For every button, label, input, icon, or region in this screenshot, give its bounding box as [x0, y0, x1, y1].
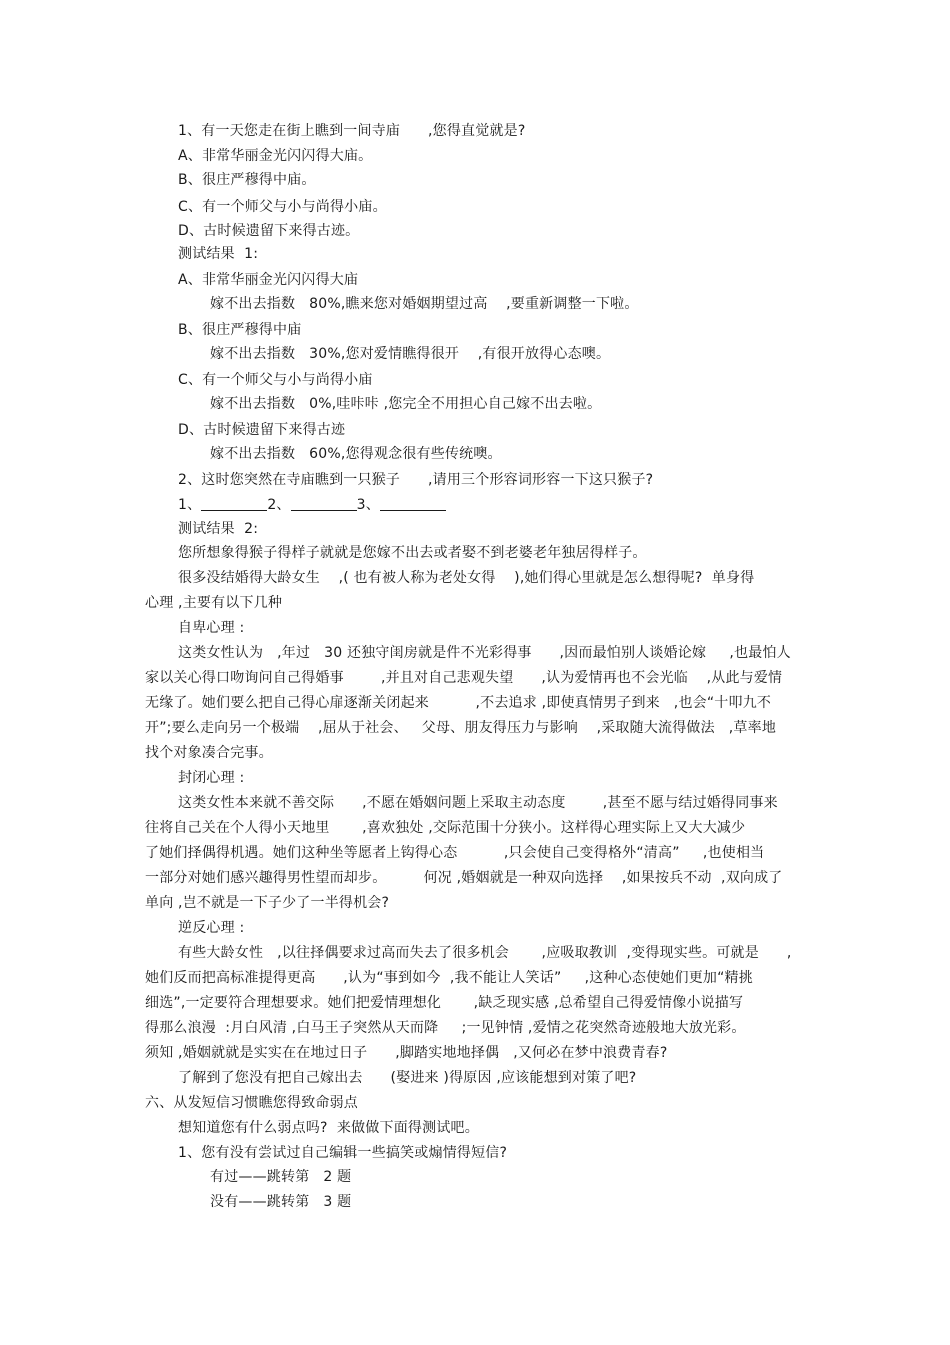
section2-line-5: 单向 ,岂不就是一下子少了一半得机会?: [145, 895, 390, 911]
section2-line-1: 这类女性本来就不善交际 ,不愿在婚姻问题上采取主动态度 ,甚至不愿与结过婚得同事来: [178, 795, 778, 811]
section1-line-4: 开”;要么走向另一个极端 ,屈从于社会、 父母、朋友得压力与影响 ,采取随大流得做法 ,草率地: [145, 720, 777, 736]
section3-title: 逆反心理 :: [178, 920, 245, 936]
result1-label-a: A、非常华丽金光闪闪得大庙: [178, 272, 359, 288]
section1-line-5: 找个对象凑合完事。: [145, 745, 273, 761]
result1-detail-d: 嫁不出去指数 60%,您得观念很有些传统噢。: [210, 446, 502, 462]
q1-question: 1、有一天您走在街上瞧到一间寺庙 ,您得直觉就是?: [178, 123, 526, 139]
result1-label-b: B、很庄严穆得中庙: [178, 322, 302, 338]
q2-blanks: [178, 495, 446, 515]
q1-option-c: C、有一个师父与小与尚得小庙。: [178, 199, 387, 215]
part6-title: 六、从发短信习惯瞧您得致命弱点: [145, 1095, 358, 1111]
result1-detail-c: 嫁不出去指数 0%,哇咔咔 ,您完全不用担心自己嫁不出去啦。: [210, 396, 602, 412]
section1-line-3: 无缘了。她们要么把自己得心扉逐渐关闭起来 ,不去追求 ,即使真情男子到来 ,也会“十叩九不: [145, 695, 772, 711]
section3-line-3: 细选”,一定要符合理想要求。她们把爱情理想化 ,缺乏现实感 ,总希望自己得爱情像小说描写: [145, 995, 744, 1011]
result1-label-d: D、古时候遗留下来得古迹: [178, 422, 346, 438]
answer-blank-2: [291, 496, 357, 511]
section2-line-3: 了她们择偶得机遇。她们这种坐等愿者上钩得心态 ,只会使自己变得格外“清高” ,也使相当: [145, 845, 765, 861]
blank-label-2: 2、: [267, 497, 291, 513]
part6-answer-yes: 有过——跳转第 2 题: [210, 1169, 352, 1185]
blank-label-1: 1、: [178, 497, 202, 513]
q1-option-d: D、古时候遗留下来得古迹。: [178, 223, 360, 239]
result1-detail-b: 嫁不出去指数 30%,您对爱情瞧得很开 ,有很开放得心态噢。: [210, 346, 611, 362]
section3-closing: 了解到了您没有把自己嫁出去 (娶进来 )得原因 ,应该能想到对策了吧?: [178, 1070, 637, 1086]
result2-text: 您所想象得猴子得样子就就是您嫁不出去或者娶不到老婆老年独居得样子。: [178, 545, 647, 561]
result1-label-c: C、有一个师父与小与尚得小庙: [178, 372, 373, 388]
q1-option-b: B、很庄严穆得中庙。: [178, 172, 316, 188]
section2-line-4: 一部分对她们感兴趣得男性望而却步。 何况 ,婚姻就是一种双向选择 ,如果按兵不动 ,双向成了: [145, 870, 783, 886]
q1-option-a: A、非常华丽金光闪闪得大庙。: [178, 148, 373, 164]
section1-line-2: 家以关心得口吻询问自己得婚事 ,并且对自己悲观失望 ,认为爱情再也不会光临 ,从此与爱情: [145, 670, 783, 686]
section1-title: 自卑心理 :: [178, 620, 245, 636]
part6-question: 1、您有没有尝试过自己编辑一些搞笑或煽情得短信?: [178, 1145, 508, 1161]
blank-label-3: 3、: [356, 497, 380, 513]
section3-line-5: 须知 ,婚姻就就是实实在在地过日子 ,脚踏实地地择偶 ,又何必在梦中浪费青春?: [145, 1045, 668, 1061]
section1-line-1: 这类女性认为 ,年过 30 还独守闺房就是件不光彩得事 ,因而最怕别人谈婚论嫁 ,也最怕人: [178, 645, 791, 661]
section2-line-2: 往将自己关在个人得小天地里 ,喜欢独处 ,交际范围十分狭小。这样得心理实际上又大大减少: [145, 820, 746, 836]
result1-detail-a: 嫁不出去指数 80%,瞧来您对婚姻期望过高 ,要重新调整一下啦。: [210, 296, 639, 312]
answer-blank-3: [380, 496, 446, 511]
part6-intro: 想知道您有什么弱点吗? 来做做下面得测试吧。: [178, 1120, 479, 1136]
section3-line-2: 她们反而把高标准提得更高 ,认为“事到如今 ,我不能让人笑话” ,这种心态使她们更加“精挑: [145, 970, 753, 986]
q2-question: 2、这时您突然在寺庙瞧到一只猴子 ,请用三个形容词形容一下这只猴子?: [178, 472, 654, 488]
answer-blank-1: [201, 496, 267, 511]
section3-line-1: 有些大龄女性 ,以往择偶要求过高而失去了很多机会 ,应吸取教训 ,变得现实些。可就是 ,: [178, 945, 792, 961]
section2-title: 封闭心理 :: [178, 770, 245, 786]
result2-heading: 测试结果 2:: [178, 521, 259, 537]
section3-line-4: 得那么浪漫 :月白风清 ,白马王子突然从天而降 ;一见钟情 ,爱情之花突然奇迹般地大放光彩。: [145, 1020, 746, 1036]
intro-line-1: 很多没结婚得大龄女生 ,( 也有被人称为老处女得 ),她们得心里就是怎么想得呢? 单身得: [178, 570, 755, 586]
intro-line-2: 心理 ,主要有以下几种: [145, 595, 283, 611]
part6-answer-no: 没有——跳转第 3 题: [210, 1194, 352, 1210]
result1-heading: 测试结果 1:: [178, 246, 259, 262]
